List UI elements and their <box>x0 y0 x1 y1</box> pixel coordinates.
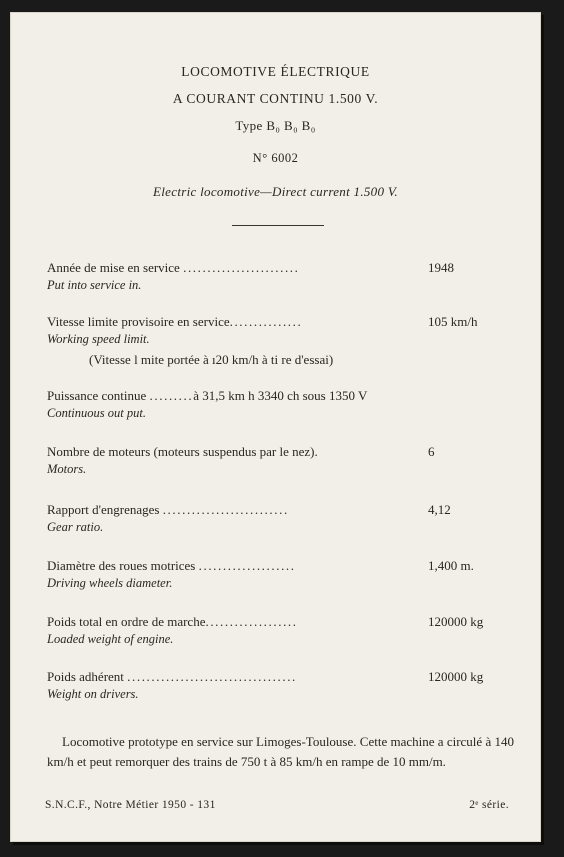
spec-label: Nombre de moteurs (moteurs suspendus par le nez). <box>47 444 318 459</box>
spec-power <box>47 388 517 428</box>
spec-service-year <box>47 260 517 300</box>
footer-series: 2ᵉ série. <box>469 799 509 811</box>
spec-extra-note: (Vitesse l mite portée à ı20 km/h à ti re d'essai) <box>89 352 334 367</box>
spec-english: Continuous out put. <box>47 406 146 420</box>
leader-dots: ............... <box>229 314 303 329</box>
spec-label: Poids total en ordre de marche <box>47 614 206 629</box>
leader-dots: .................... <box>198 558 296 573</box>
spec-value: 105 km/h <box>428 314 478 329</box>
postcard <box>10 12 541 842</box>
leader-dots: ................... <box>205 614 298 629</box>
prototype-note: Locomotive prototype en service sur Limoges-Toulouse. Cette machine a circulé à 140 km/h et peut remorquer des trains de 750 t à 85 km/h en rampe de 10 mm/m. <box>47 734 514 769</box>
locomotive-type: Type B₀ B₀ B₀ <box>235 118 316 133</box>
leader-dots: ................................... <box>127 669 297 684</box>
title-line-1: LOCOMOTIVE ÉLECTRIQUE <box>181 64 370 79</box>
spec-value: 1948 <box>428 260 454 275</box>
spec-label: Vitesse limite provisoire en service <box>47 314 230 329</box>
spec-english: Motors. <box>47 462 87 476</box>
spec-gear-ratio <box>47 502 517 542</box>
spec-total-weight <box>47 614 517 654</box>
spec-label: Poids adhérent <box>47 669 128 684</box>
spec-adhesive-weight <box>47 669 517 709</box>
spec-label: Diamètre des roues motrices <box>47 558 199 573</box>
spec-wheel-diameter <box>47 558 517 598</box>
spec-value: 6 <box>428 444 435 459</box>
spec-label: Puissance continue <box>47 388 150 403</box>
spec-english: Working speed limit. <box>47 332 150 346</box>
spec-value: 1,400 m. <box>428 558 474 573</box>
spec-label: Rapport d'engrenages <box>47 502 163 517</box>
english-subtitle: Electric locomotive—Direct current 1.500 V. <box>153 184 398 199</box>
spec-english: Gear ratio. <box>47 520 104 534</box>
spec-power-detail: à 31,5 km h 3340 ch sous 1350 V <box>193 388 368 403</box>
leader-dots: ........................ <box>183 260 300 275</box>
locomotive-number: N° 6002 <box>252 151 299 165</box>
spec-label: Année de mise en service <box>47 260 184 275</box>
leader-dots: ......... <box>149 388 194 403</box>
spec-english: Loaded weight of engine. <box>47 632 174 646</box>
footer-publisher: S.N.C.F., Notre Métier 1950 - 131 <box>45 799 216 811</box>
spec-english: Weight on drivers. <box>47 687 139 701</box>
spec-english: Put into service in. <box>47 278 142 292</box>
spec-value: 4,12 <box>428 502 451 517</box>
spec-english: Driving wheels diameter. <box>47 576 173 590</box>
leader-dots: .......................... <box>162 502 289 517</box>
title-line-2: A COURANT CONTINU 1.500 V. <box>172 91 379 106</box>
spec-motors <box>47 444 517 484</box>
spec-value: 120000 kg <box>428 669 484 684</box>
divider <box>232 225 324 226</box>
spec-speed-limit <box>47 314 517 367</box>
spec-value: 120000 kg <box>428 614 484 629</box>
